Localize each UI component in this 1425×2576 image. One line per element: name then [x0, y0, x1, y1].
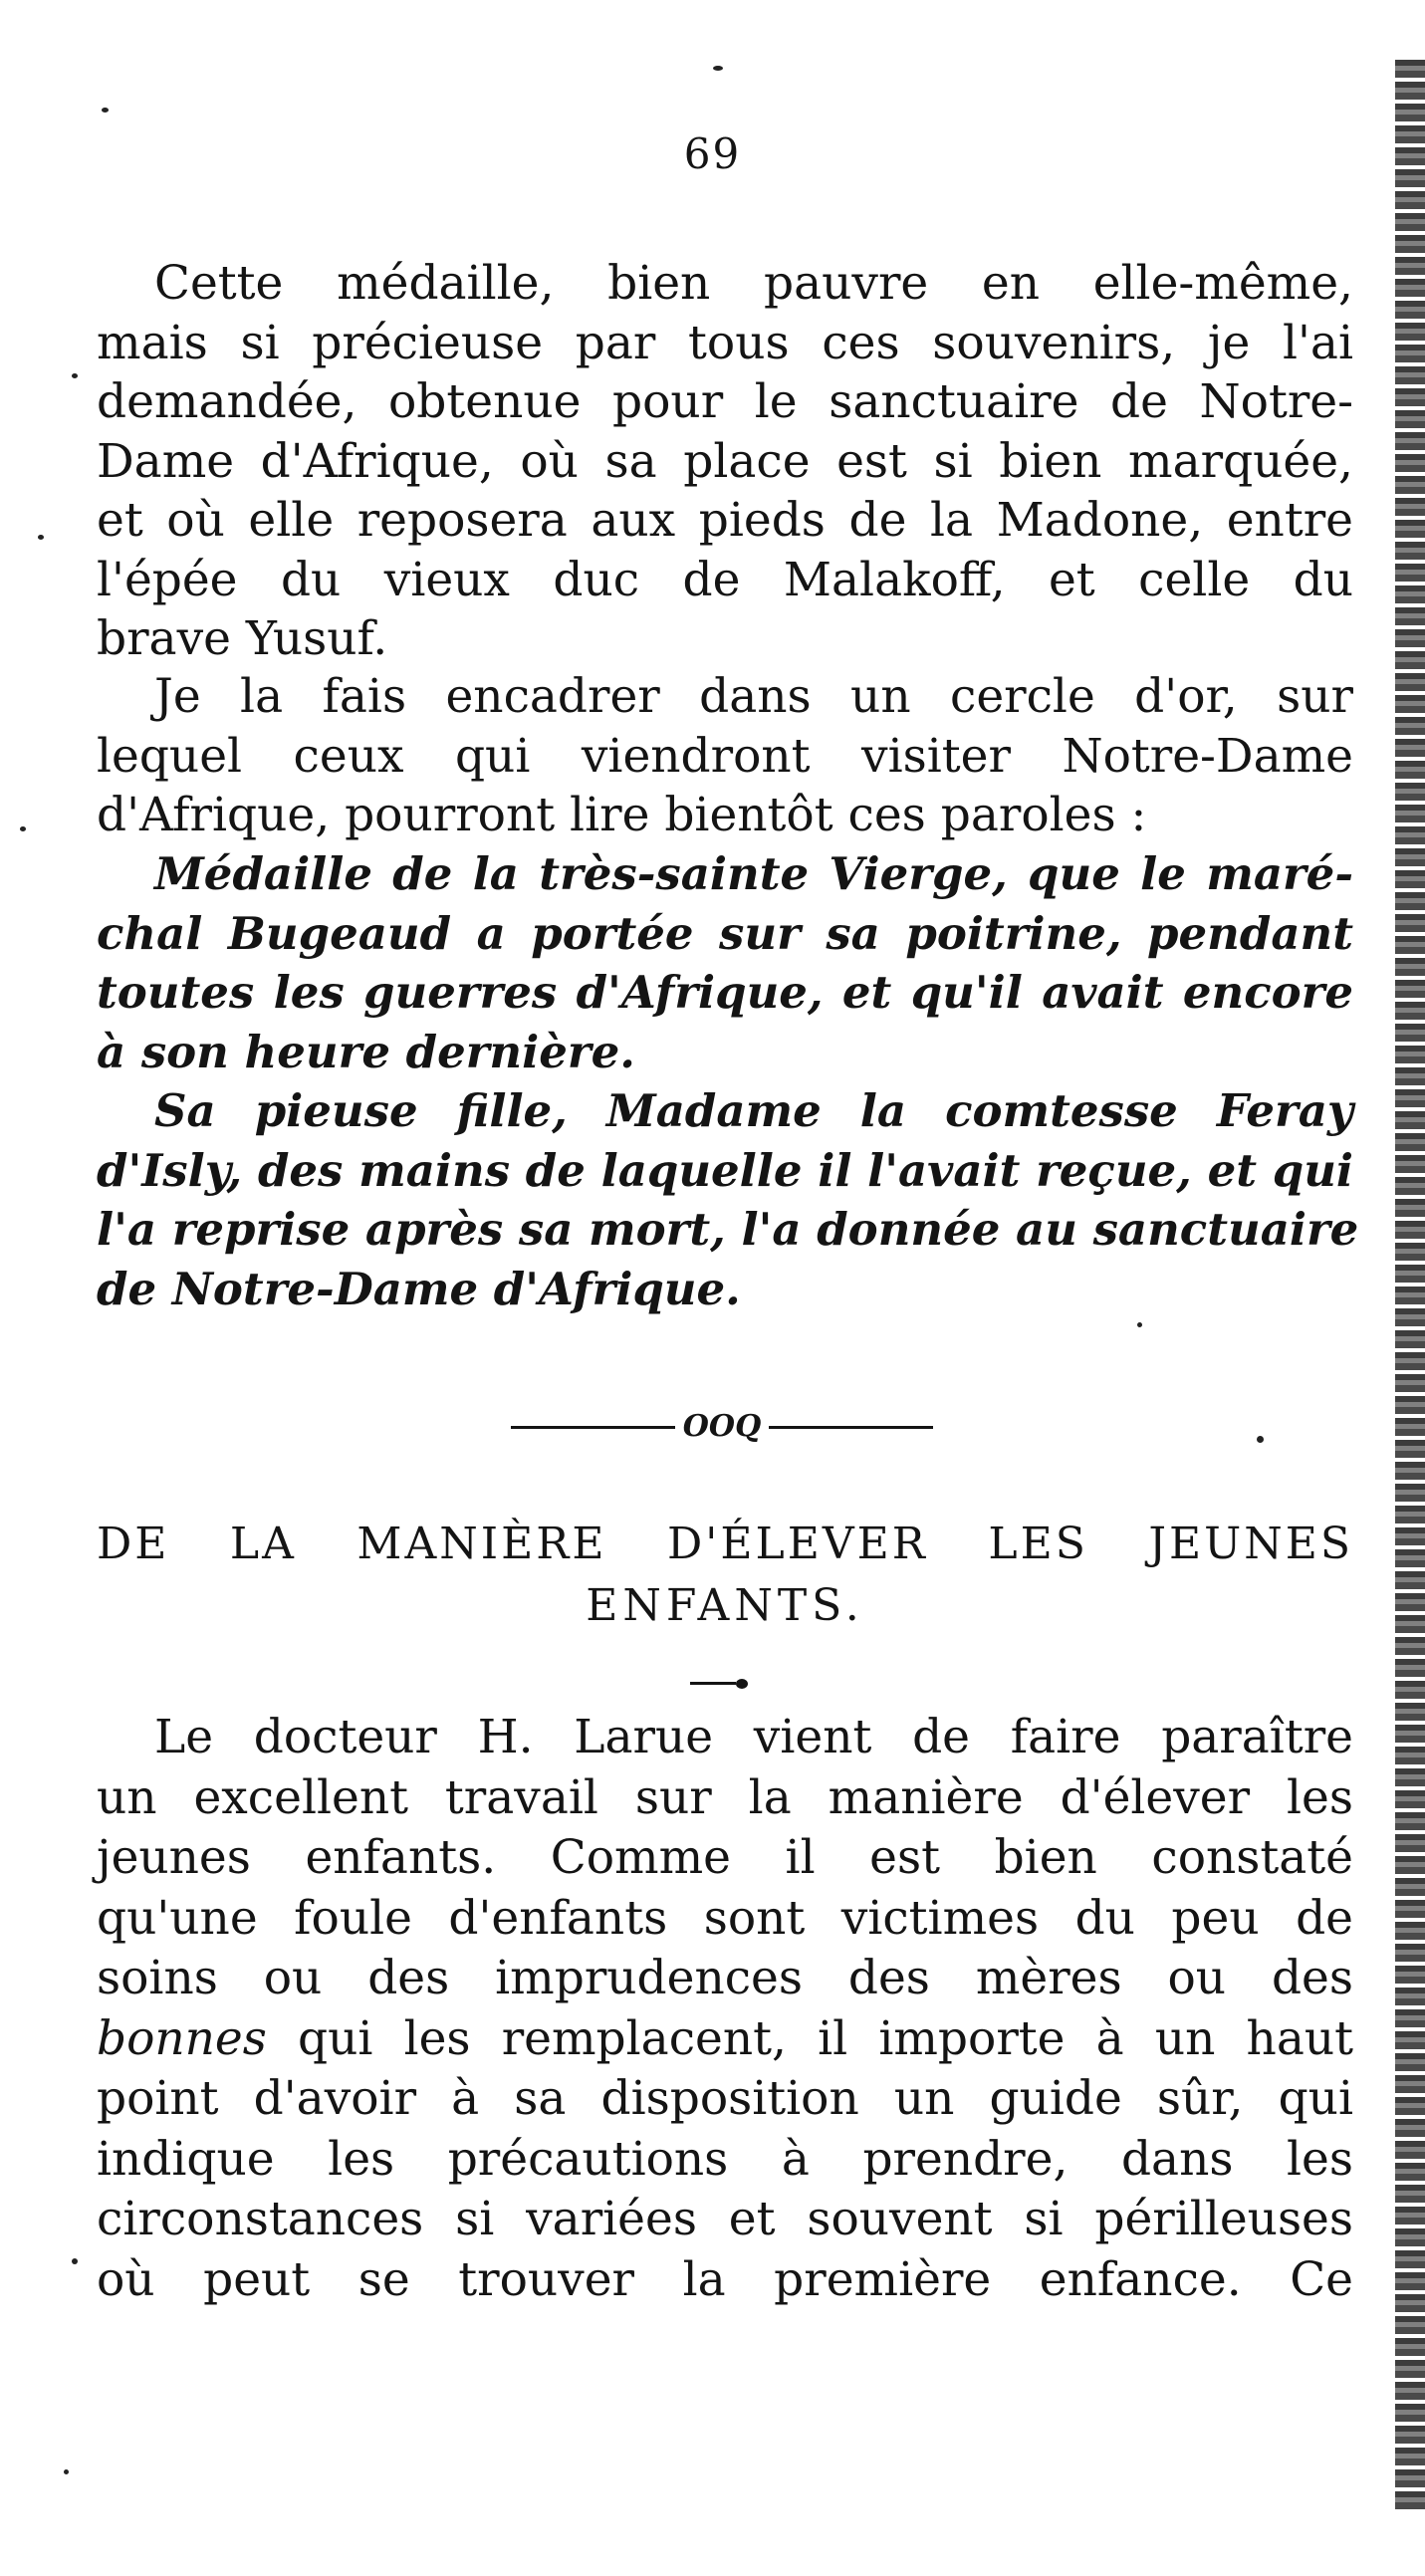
text-line: où peut se trouver la première enfance. Ce: [97, 2251, 1353, 2307]
text-line: un excellent travail sur la manière d'élever les: [97, 1769, 1353, 1825]
ornament-bar: [690, 1682, 736, 1685]
ink-speck: [1257, 1436, 1264, 1443]
ink-speck: [72, 2258, 78, 2264]
section-separator: [498, 1406, 946, 1446]
ink-speck: [38, 535, 44, 540]
text-line: toutes les guerres d'Afrique, et qu'il avait encore: [97, 966, 1353, 1019]
text-line: Médaille de la très-sainte Vierge, que le maré-: [154, 847, 1353, 900]
section-heading: [97, 1514, 1353, 1637]
text-line: à son heure dernière.: [97, 1025, 635, 1078]
text-line: point d'avoir à sa disposition un guide sûr, qui: [97, 2071, 1353, 2126]
ink-speck: [20, 826, 26, 831]
text-line: et où elle reposera aux pieds de la Madone, entre: [97, 493, 1353, 548]
text-line: lequel ceux qui viendront visiter Notre-Dame: [97, 728, 1353, 784]
ink-speck: [1137, 1322, 1142, 1327]
text-line: Le docteur H. Larue vient de faire paraître: [154, 1710, 1353, 1764]
paragraph-medaille: [97, 254, 1353, 669]
ink-speck: [713, 66, 723, 71]
heading-line: ENFANTS.: [586, 1580, 864, 1631]
text-line: brave Yusuf.: [97, 611, 388, 666]
text-line: chal Bugeaud a portée sur sa poitrine, pendant: [97, 906, 1353, 960]
inscription-quote-2: [97, 1081, 1359, 1318]
text-line: l'épée du vieux duc de Malakoff, et celle du: [97, 552, 1353, 607]
paragraph-docteur-larue: [97, 1708, 1353, 2310]
ornament-rule: [690, 1678, 752, 1690]
ornament-dot: [736, 1679, 748, 1689]
text-segment: qui les remplacent, il importe à un haut: [266, 2010, 1353, 2066]
text-line: Cette médaille, bien pauvre en elle-même,: [154, 256, 1353, 311]
text-line: d'Afrique, pourront lire bientôt ces paroles :: [97, 788, 1147, 842]
separator-rule-right: [769, 1426, 933, 1429]
text-line: de Notre-Dame d'Afrique.: [97, 1262, 741, 1315]
page-number: 69: [683, 129, 742, 178]
text-line: indique les précautions à prendre, dans les: [97, 2131, 1353, 2187]
text-line: [97, 2009, 1353, 2070]
ink-speck: [72, 373, 78, 378]
text-line: l'a reprise après sa mort, l'a donnée au sanctuaire: [97, 1203, 1359, 1256]
emphasis-word: bonnes: [97, 2010, 267, 2066]
ink-speck: [102, 108, 109, 113]
separator-rule-left: [511, 1426, 675, 1429]
text-line: mais si précieuse par tous ces souvenirs, je l'ai: [97, 315, 1353, 370]
text-line: demandée, obtenue pour le sanctuaire de Notre-: [97, 374, 1353, 429]
text-line: d'Isly, des mains de laquelle il l'avait reçue, et qui: [97, 1143, 1353, 1197]
text-line: jeunes enfants. Comme il est bien constaté: [97, 1830, 1353, 1885]
text-line: Dame d'Afrique, où sa place est si bien marquée,: [97, 433, 1353, 489]
text-line: circonstances si variées et souvent si périlleuses: [97, 2192, 1353, 2246]
separator-mark: OOQ: [682, 1409, 762, 1444]
heading-line: DE LA MANIÈRE D'ÉLEVER LES JEUNES: [97, 1519, 1353, 1569]
text-line: Sa pieuse fille, Madame la comtesse Feray: [154, 1084, 1353, 1137]
text-line: soins ou des imprudences des mères ou des: [97, 1951, 1353, 2005]
inscription-quote-1: [97, 844, 1353, 1081]
ink-speck: [64, 2469, 69, 2474]
paragraph-cercle-dor: [97, 667, 1353, 845]
page-edge-shadow: [1395, 60, 1425, 2509]
text-line: qu'une foule d'enfants sont victimes du peu de: [97, 1890, 1353, 1946]
text-line: Je la fais encadrer dans un cercle d'or, sur: [154, 669, 1353, 724]
